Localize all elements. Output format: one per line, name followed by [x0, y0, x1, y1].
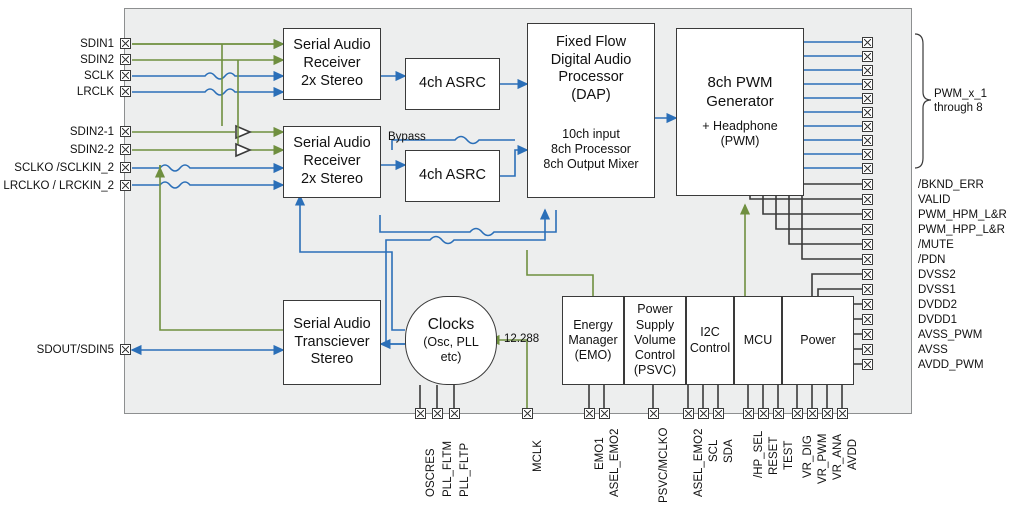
pin-label-dvdd1: DVDD1	[918, 314, 957, 326]
block-subline: 8ch Processor	[551, 142, 631, 156]
pad-sdin2-1[interactable]	[120, 126, 131, 137]
block-line: Power	[637, 302, 673, 317]
pad-pll-fltp[interactable]	[449, 408, 460, 419]
pad-pwm-4[interactable]	[862, 79, 873, 90]
pad-pwm-2[interactable]	[862, 51, 873, 62]
annotation-pwm-group-line2: through 8	[934, 102, 983, 114]
block-power-supply-volume-control	[624, 296, 686, 385]
pin-label-test: TEST	[783, 440, 795, 470]
pin-label-sdin2-1: SDIN2-1	[69, 126, 114, 138]
block-line: Clocks	[427, 315, 475, 333]
block-clocks	[405, 296, 497, 385]
pin-label-pwm-hpp: PWM_HPP_L&R	[918, 224, 1005, 236]
pad-pwm-7[interactable]	[862, 121, 873, 132]
pad-sclk[interactable]	[120, 70, 131, 81]
annotation-bypass: Bypass	[388, 131, 426, 143]
block-power	[782, 296, 854, 385]
block-line: 4ch ASRC	[419, 75, 486, 92]
block-subline: 10ch input	[562, 126, 620, 141]
pin-label-emo1: EMO1	[594, 437, 606, 470]
block-line: 2x Stereo	[300, 170, 364, 187]
block-digital-audio-processor	[527, 23, 655, 198]
pad-reset[interactable]	[758, 408, 769, 419]
block-mcu	[734, 296, 782, 385]
block-line: etc)	[440, 349, 462, 364]
pin-label-sdout-sdin5: SDOUT/SDIN5	[36, 344, 114, 356]
pin-label-hp-sel: /HP_SEL	[753, 430, 765, 478]
pad-test[interactable]	[773, 408, 784, 419]
block-subline: + Headphone	[702, 119, 778, 134]
pad-pwm-hpm[interactable]	[862, 209, 873, 220]
block-asrc-2	[405, 150, 500, 202]
pin-label-sdin2: SDIN2	[80, 54, 114, 66]
pin-label-pwm-hpm: PWM_HPM_L&R	[918, 209, 1007, 221]
pad-dvdd2[interactable]	[862, 299, 873, 310]
pad-pdn[interactable]	[862, 254, 873, 265]
pin-label-avdd-pwm: AVDD_PWM	[918, 359, 984, 371]
block-line: Receiver	[303, 153, 361, 170]
pad-mute[interactable]	[862, 239, 873, 250]
block-i2c-control	[686, 296, 734, 385]
pad-vr-pwm[interactable]	[807, 408, 818, 419]
pad-pwm-9[interactable]	[862, 149, 873, 160]
pin-label-reset: RESET	[768, 436, 780, 475]
annotation-clock-frequency: 12.288	[504, 333, 540, 345]
pin-label-pll-fltp: PLL_FLTP	[459, 442, 471, 497]
pin-label-avdd: AVDD	[847, 438, 859, 470]
pad-sda[interactable]	[713, 408, 724, 419]
pad-vr-dig[interactable]	[792, 408, 803, 419]
block-line: Digital Audio	[550, 51, 632, 68]
pad-asel-emo2-a[interactable]	[599, 408, 610, 419]
pad-dvdd1[interactable]	[862, 314, 873, 325]
pin-label-sdin2-2: SDIN2-2	[69, 144, 114, 156]
pin-label-vr-dig: VR_DIG	[802, 435, 814, 478]
pad-lrclk[interactable]	[120, 86, 131, 97]
pad-valid[interactable]	[862, 194, 873, 205]
pad-dvss2[interactable]	[862, 269, 873, 280]
pin-label-pdn: /PDN	[918, 254, 946, 266]
block-subline: (PWM)	[720, 134, 760, 149]
block-serial-audio-receiver-2	[283, 126, 381, 198]
pin-label-asel-emo2-b: ASEL_EMO2	[693, 428, 705, 497]
pad-pwm-6[interactable]	[862, 107, 873, 118]
block-line: Serial Audio	[293, 315, 371, 332]
pin-label-vr-ana: VR_ANA	[832, 433, 844, 480]
block-line: Transciever	[294, 333, 370, 350]
pin-label-pll-fltm: PLL_FLTM	[442, 440, 454, 497]
block-asrc-1	[405, 58, 500, 110]
pin-label-sda: SDA	[723, 439, 735, 463]
pad-asel-emo2-b[interactable]	[683, 408, 694, 419]
block-line: Control	[634, 348, 676, 363]
pad-lrclko-lrckin2[interactable]	[120, 180, 131, 191]
pad-vr-ana[interactable]	[822, 408, 833, 419]
pin-label-mute: /MUTE	[918, 239, 954, 251]
block-line: (DAP)	[571, 87, 611, 104]
block-line: Energy	[573, 317, 613, 332]
pad-emo1[interactable]	[584, 408, 595, 419]
pad-oscres[interactable]	[415, 408, 426, 419]
pin-label-sclko-sclkin2: SCLKO /SCLKIN_2	[14, 162, 114, 174]
pin-label-dvss2: DVSS2	[918, 269, 956, 281]
pad-avss-pwm[interactable]	[862, 329, 873, 340]
pin-label-psvc-mclko: PSVC/MCLKO	[658, 427, 670, 503]
block-pwm-generator	[676, 28, 804, 196]
pad-sdin1[interactable]	[120, 38, 131, 49]
block-line: 4ch ASRC	[419, 167, 486, 184]
pad-bknd-err[interactable]	[862, 179, 873, 190]
pad-scl[interactable]	[698, 408, 709, 419]
pad-pwm-10[interactable]	[862, 163, 873, 174]
pin-label-asel-emo2-a: ASEL_EMO2	[609, 428, 621, 497]
block-line: Fixed Flow	[555, 34, 627, 50]
pin-label-oscres: OSCRES	[425, 448, 437, 497]
pad-hp-sel[interactable]	[743, 408, 754, 419]
pin-label-vr-pwm: VR_PWM	[817, 433, 829, 484]
pin-label-scl: SCL	[708, 439, 720, 462]
pad-sdin2-2[interactable]	[120, 144, 131, 155]
block-line: 2x Stereo	[300, 72, 364, 89]
pad-avdd[interactable]	[837, 408, 848, 419]
block-line: Stereo	[310, 351, 354, 368]
annotation-pwm-group-line1: PWM_x_1	[934, 88, 988, 100]
pad-avss[interactable]	[862, 344, 873, 355]
pad-avdd-pwm[interactable]	[862, 359, 873, 370]
block-line: Generator	[706, 92, 774, 110]
pad-sdin2[interactable]	[120, 54, 131, 65]
pin-label-bknd-err: /BKND_ERR	[918, 179, 984, 191]
block-line: Manager	[568, 332, 618, 347]
pad-pwm-hpp[interactable]	[862, 224, 873, 235]
pin-label-lrclko-lrckin2: LRCLKO / LRCKIN_2	[3, 180, 114, 192]
block-serial-audio-receiver-1	[283, 28, 381, 100]
block-line: MCU	[743, 332, 773, 347]
pad-pll-fltm[interactable]	[432, 408, 443, 419]
pad-pwm-3[interactable]	[862, 65, 873, 76]
block-line: 8ch PWM	[707, 74, 773, 92]
block-line: Control	[689, 340, 731, 355]
pin-label-avss: AVSS	[918, 344, 948, 356]
pin-label-sdin1: SDIN1	[80, 38, 114, 50]
pad-pwm-1[interactable]	[862, 37, 873, 48]
block-line: Processor	[558, 69, 624, 86]
block-line: (PSVC)	[633, 363, 677, 378]
pad-sclko-sclkin2[interactable]	[120, 162, 131, 173]
pin-label-valid: VALID	[918, 194, 951, 206]
block-energy-manager	[562, 296, 624, 385]
pad-dvss1[interactable]	[862, 284, 873, 295]
block-subline: 8ch Output Mixer	[543, 157, 639, 172]
pin-label-avss-pwm: AVSS_PWM	[918, 329, 983, 341]
pad-psvc-mclko[interactable]	[648, 408, 659, 419]
block-line: I2C	[700, 325, 720, 340]
block-line: Serial Audio	[293, 135, 371, 152]
pad-sdout-sdin5[interactable]	[120, 344, 131, 355]
pad-mclk[interactable]	[522, 408, 533, 419]
pin-label-dvdd2: DVDD2	[918, 299, 957, 311]
pad-pwm-8[interactable]	[862, 135, 873, 146]
block-line: Receiver	[303, 55, 361, 72]
pin-label-sclk: SCLK	[83, 70, 114, 82]
pin-label-mclk: MCLK	[532, 440, 544, 472]
block-line: Volume	[634, 332, 676, 347]
block-line: Power	[800, 332, 836, 347]
block-line: (EMO)	[574, 348, 612, 363]
block-line: Serial Audio	[293, 37, 371, 54]
block-serial-audio-transciever	[283, 300, 381, 385]
block-line: Supply	[635, 317, 675, 332]
pad-pwm-5[interactable]	[862, 93, 873, 104]
block-line: (Osc, PLL	[423, 334, 479, 349]
pin-label-lrclk: LRCLK	[76, 86, 114, 98]
pin-label-dvss1: DVSS1	[918, 284, 956, 296]
